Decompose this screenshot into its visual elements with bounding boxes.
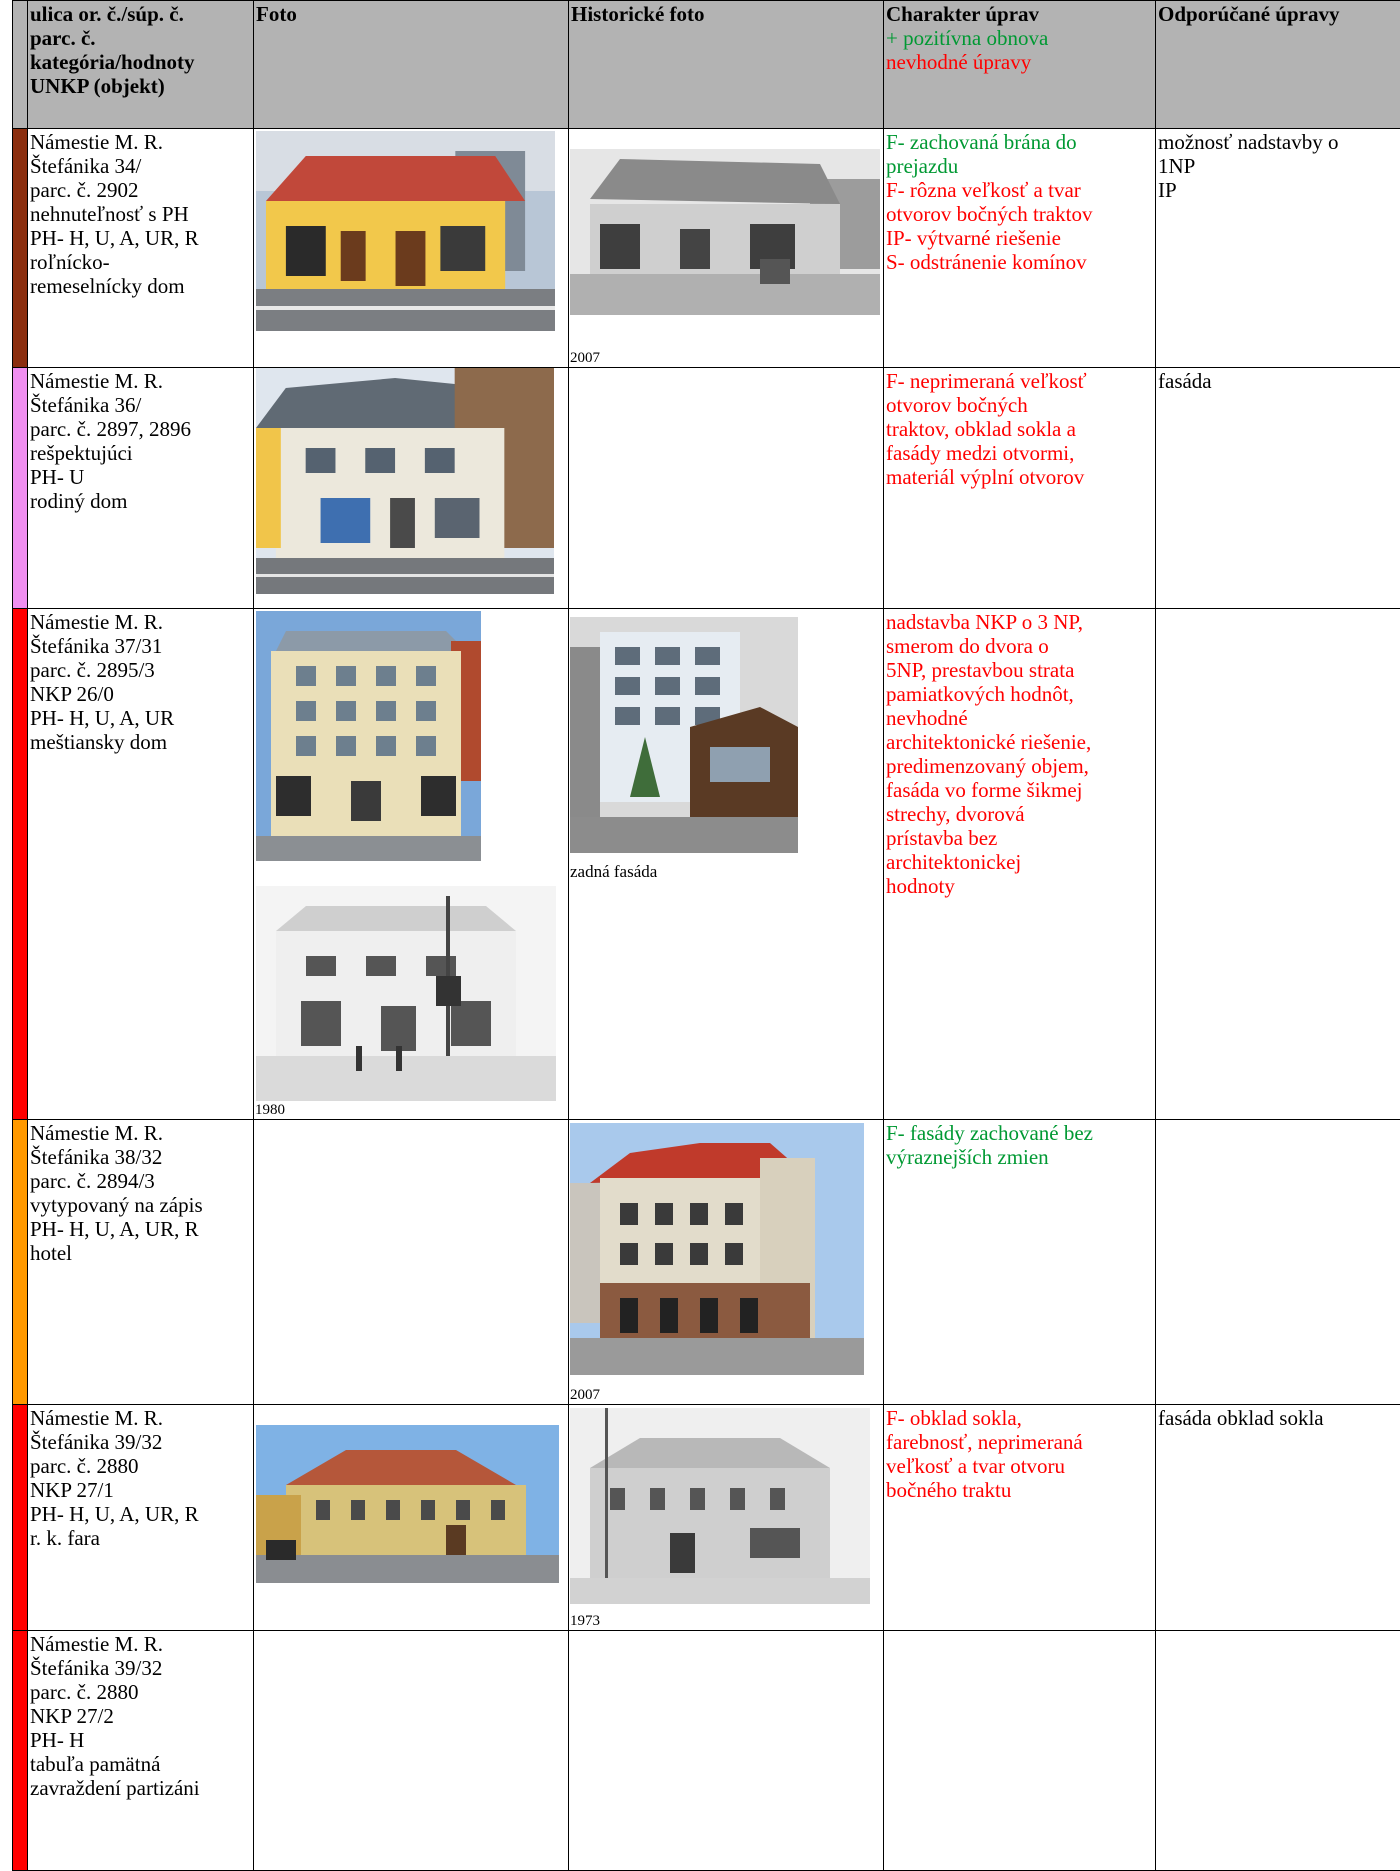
- photo-cell: [254, 609, 569, 1120]
- header-photo-label: Foto: [254, 1, 568, 26]
- recommended-cell: [1156, 1631, 1400, 1871]
- recommended-changes: [1156, 609, 1400, 610]
- row-category-marker: [13, 1405, 28, 1631]
- historic-photo-caption: zadná fasáda: [570, 864, 657, 880]
- recommended-changes: [1156, 1120, 1400, 1121]
- character-cell: [884, 1631, 1156, 1871]
- historic-photo-caption: 2007: [570, 1387, 600, 1403]
- heritage-table: [12, 0, 1400, 1871]
- object-description: Námestie M. R. Štefánika 37/31 parc. č. 2895/3 NKP 26/0 PH- H, U, A, UR meštiansky dom: [28, 609, 253, 754]
- photo-cell: [254, 1631, 569, 1871]
- object-cell: [28, 609, 254, 1120]
- historic-photo: [570, 1408, 870, 1604]
- table-row: [13, 368, 1400, 609]
- character-cell: [884, 368, 1156, 609]
- photo-cell: [254, 1120, 569, 1405]
- header-row: [13, 1, 1400, 129]
- header-historic-label: Historické foto: [569, 1, 883, 26]
- header-recommended: [1156, 1, 1400, 129]
- historic-photo: [570, 1123, 864, 1375]
- header-object: [28, 1, 254, 129]
- object-description: Námestie M. R. Štefánika 36/ parc. č. 2897, 2896 rešpektujúci PH- U rodiný dom: [28, 368, 253, 513]
- recommended-cell: [1156, 1120, 1400, 1405]
- historic-photo-cell: [569, 129, 884, 368]
- building-photo: [256, 368, 554, 594]
- positive-changes: F- fasády zachované bez výraznejších zmien: [884, 1120, 1155, 1169]
- recommended-changes: možnosť nadstavby o 1NP IP: [1156, 129, 1400, 202]
- row-category-marker: [13, 1120, 28, 1405]
- heritage-table-page: [12, 0, 1400, 1869]
- object-description: Námestie M. R. Štefánika 38/32 parc. č. 2894/3 vytypovaný na zápis PH- H, U, A, UR, R hotel: [28, 1120, 253, 1265]
- character-cell: [884, 609, 1156, 1120]
- building-photo: [256, 131, 555, 331]
- table-row: [13, 609, 1400, 1120]
- historic-photo-cell: [569, 1405, 884, 1631]
- object-cell: [28, 1120, 254, 1405]
- historic-photo: [570, 149, 880, 315]
- table-row: [13, 1631, 1400, 1871]
- character-cell: [884, 1405, 1156, 1631]
- character-cell: [884, 1120, 1156, 1405]
- character-cell: [884, 129, 1156, 368]
- historic-photo: [570, 617, 798, 853]
- row-category-marker: [13, 368, 28, 609]
- recommended-changes: fasáda: [1156, 368, 1400, 393]
- recommended-changes: [1156, 1631, 1400, 1632]
- historic-photo-cell: [569, 1120, 884, 1405]
- positive-changes: F- zachovaná brána do prejazdu: [884, 129, 1155, 178]
- historic-building-photo: [256, 886, 556, 1101]
- negative-changes: F- obklad sokla, farebnosť, neprimeraná veľkosť a tvar otvoru bočného traktu: [884, 1405, 1155, 1502]
- object-description: Námestie M. R. Štefánika 34/ parc. č. 2902 nehnuteľnosť s PH PH- H, U, A, UR, R roľnícko- remeselnícky dom: [28, 129, 253, 298]
- historic-photo-cell: [569, 609, 884, 1120]
- object-cell: [28, 129, 254, 368]
- table-row: [13, 129, 1400, 368]
- object-description: Námestie M. R. Štefánika 39/32 parc. č. 2880 NKP 27/1 PH- H, U, A, UR, R r. k. fara: [28, 1405, 253, 1550]
- object-cell: [28, 1405, 254, 1631]
- header-marker-cell: [13, 1, 28, 129]
- photo-cell: [254, 368, 569, 609]
- header-positive-legend: + pozitívna obnova: [884, 26, 1155, 50]
- recommended-cell: [1156, 1405, 1400, 1631]
- row-category-marker: [13, 609, 28, 1120]
- header-negative-legend: nevhodné úpravy: [884, 50, 1155, 74]
- header-historic-photo: [569, 1, 884, 129]
- header-character-label: Charakter úprav: [884, 1, 1155, 26]
- header-character: [884, 1, 1156, 129]
- photo-cell: [254, 129, 569, 368]
- building-photo: [256, 1425, 559, 1583]
- recommended-changes: fasáda obklad sokla: [1156, 1405, 1400, 1430]
- historic-photo-cell: [569, 1631, 884, 1871]
- negative-changes: nadstavba NKP o 3 NP, smerom do dvora o 5NP, prestavbou strata pamiatkových hodnôt, nevhodné architektonické riešenie, predimenzovaný objem, fasáda vo forme šikmej strechy, dvorová prístavba bez architektonickej hodnoty: [884, 609, 1155, 898]
- table-row: [13, 1120, 1400, 1405]
- recommended-cell: [1156, 129, 1400, 368]
- header-object-label: ulica or. č./súp. č. parc. č. kategória/hodnoty UNKP (objekt): [28, 1, 253, 98]
- object-cell: [28, 1631, 254, 1871]
- row-category-marker: [13, 1631, 28, 1871]
- row-category-marker: [13, 129, 28, 368]
- object-description: Námestie M. R. Štefánika 39/32 parc. č. 2880 NKP 27/2 PH- H tabuľa pamätná zavraždení partizáni: [28, 1631, 253, 1800]
- header-recommended-label: Odporúčané úpravy: [1156, 1, 1400, 26]
- historic-photo-cell: [569, 368, 884, 609]
- header-photo: [254, 1, 569, 129]
- recommended-cell: [1156, 609, 1400, 1120]
- negative-changes: F- rôzna veľkosť a tvar otvorov bočných traktov IP- výtvarné riešenie S- odstránenie komínov: [884, 178, 1155, 274]
- photo-caption: 1980: [255, 1102, 285, 1118]
- recommended-cell: [1156, 368, 1400, 609]
- building-photo: [256, 611, 481, 861]
- object-cell: [28, 368, 254, 609]
- negative-changes: F- neprimeraná veľkosť otvorov bočných traktov, obklad sokla a fasády medzi otvormi, materiál výplní otvorov: [884, 368, 1155, 489]
- photo-cell: [254, 1405, 569, 1631]
- table-row: [13, 1405, 1400, 1631]
- historic-photo-caption: 2007: [570, 350, 600, 366]
- historic-photo-caption: 1973: [570, 1613, 600, 1629]
